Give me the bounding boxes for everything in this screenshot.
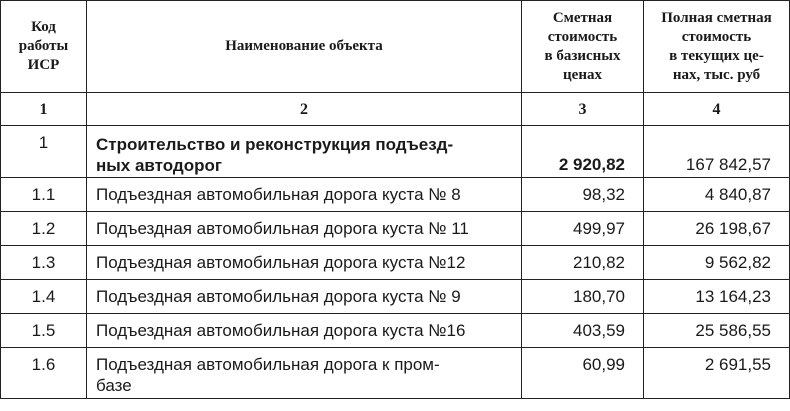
row-current-cost: 25 586,55 — [644, 314, 790, 348]
table-row — [1, 246, 790, 280]
row-code: 1.1 — [1, 178, 87, 212]
row-current-cost: 167 842,57 — [644, 126, 790, 178]
header-current-cost: Полная сметная стоимость в текущих це- нах, тыс. руб — [644, 1, 790, 93]
row-current-cost: 2 691,55 — [644, 348, 790, 399]
table-row — [1, 212, 790, 246]
row-base-cost: 2 920,82 — [522, 126, 644, 178]
row-current-cost: 13 164,23 — [644, 280, 790, 314]
row-base-cost: 499,97 — [522, 212, 644, 246]
row-name: Подъездная автомобильная дорога куста №16 — [87, 314, 522, 348]
row-base-cost: 403,59 — [522, 314, 644, 348]
header-base-cost: Сметная стоимость в базисных ценах — [522, 1, 644, 93]
row-base-cost: 210,82 — [522, 246, 644, 280]
row-code: 1.6 — [1, 348, 87, 399]
table-row — [1, 314, 790, 348]
table-row — [1, 280, 790, 314]
row-name: Подъездная автомобильная дорога к пром- базе — [87, 348, 522, 399]
table-row — [1, 348, 790, 399]
column-number: 1 — [1, 93, 87, 126]
row-name: Подъездная автомобильная дорога куста № 11 — [87, 212, 522, 246]
row-current-cost: 4 840,87 — [644, 178, 790, 212]
row-name: Строительство и реконструкция подъезд- ных автодорог — [87, 126, 522, 178]
row-code: 1 — [1, 126, 87, 178]
column-number: 3 — [522, 93, 644, 126]
header-name: Наименование объекта — [87, 1, 522, 93]
row-code: 1.5 — [1, 314, 87, 348]
table-row — [1, 178, 790, 212]
row-code: 1.4 — [1, 280, 87, 314]
row-base-cost: 60,99 — [522, 348, 644, 399]
row-current-cost: 9 562,82 — [644, 246, 790, 280]
row-code: 1.3 — [1, 246, 87, 280]
row-name: Подъездная автомобильная дорога куста № 9 — [87, 280, 522, 314]
row-code: 1.2 — [1, 212, 87, 246]
row-base-cost: 98,32 — [522, 178, 644, 212]
header-code: Код работы ИСР — [1, 1, 87, 93]
header-row — [1, 1, 790, 93]
column-number-row — [1, 93, 790, 126]
row-base-cost: 180,70 — [522, 280, 644, 314]
column-number: 2 — [87, 93, 522, 126]
row-name: Подъездная автомобильная дорога куста №12 — [87, 246, 522, 280]
row-name: Подъездная автомобильная дорога куста № 8 — [87, 178, 522, 212]
group-row — [1, 126, 790, 178]
row-current-cost: 26 198,67 — [644, 212, 790, 246]
column-number: 4 — [644, 93, 790, 126]
